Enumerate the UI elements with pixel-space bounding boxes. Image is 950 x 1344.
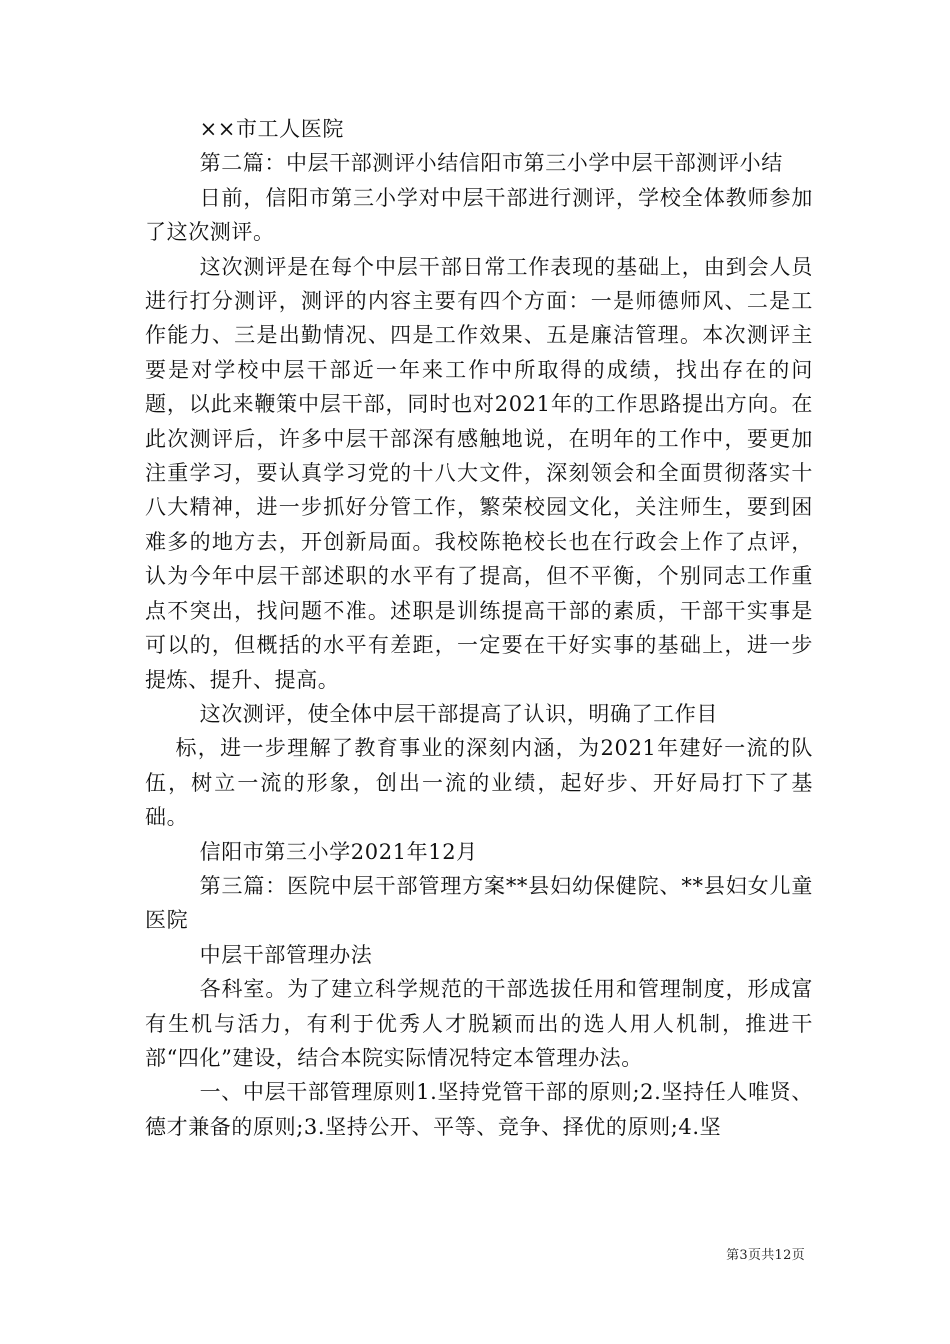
- paragraph-section-two-title: 第二篇：中层干部测评小结信阳市第三小学中层干部测评小结: [199, 151, 783, 176]
- paragraph-management-principles: 一、中层干部管理原则1.坚持党管干部的原则;2.坚持任人唯贤、德才兼备的原则;3.坚持公开、平等、竞争、择优的原则;4.坚: [145, 1080, 813, 1139]
- page-number-footer: 第3页共12页: [726, 1248, 805, 1263]
- paragraph-intro: 日前，信阳市第三小学对中层干部进行测评，学校全体教师参加了这次测评。: [145, 185, 813, 245]
- document-body: [145, 112, 813, 1144]
- paragraph-evaluation-content: 这次测评是在每个中层干部日常工作表现的基础上，由到会人员进行打分测评，测评的内容主要有四个方面：一是师德师风、二是工作能力、三是出勤情况、四是工作效果、五是廉洁管理。本次测评主要是对学校中层干部近一年来工作中所取得的成绩，找出存在的问题，以此来鞭策中层干部，同时也对2021年的工作思路提出方向。在此次测评后，许多中层干部深有感触地说，在明年的工作中，要更加注重学习，要认真学习党的十八大文件，深刻领会和全面贯彻落实十八大精神，进一步抓好分管工作，繁荣校园文化，关注师生，要到困难多的地方去，开创新局面。我校陈艳校长也在行政会上作了点评，认为今年中层干部述职的水平有了提高，但不平衡，个别同志工作重点不突出，找问题不准。述职是训练提高干部的素质，干部干实事是可以的，但概括的水平有差距，一定要在干好实事的基础上，进一步提炼、提升、提高。: [145, 254, 813, 692]
- paragraph-management-purpose: 各科室。为了建立科学规范的干部选拔任用和管理制度，形成富有生机与活力，有利于优秀人才脱颖而出的选人用人机制，推进干部“四化”建设，结合本院实际情况特定本管理办法。: [145, 977, 813, 1070]
- paragraph-section-three-title: 第三篇：医院中层干部管理方案**县妇幼保健院、**县妇女儿童医院: [145, 873, 813, 933]
- paragraph-evaluation-result-continued: 标，进一步理解了教育事业的深刻内涵，为2021年建好一流的队伍，树立一流的形象，创出一流的业绩，起好步、开好局打下了基础。: [145, 736, 813, 830]
- paragraph-evaluation-result-start: 这次测评，使全体中层干部提高了认识，明确了工作目: [199, 701, 718, 726]
- paragraph-hospital-name: ××市工人医院: [199, 117, 344, 141]
- paragraph-school-signature: 信阳市第三小学2021年12月: [199, 839, 478, 864]
- paragraph-management-method-title: 中层干部管理办法: [199, 942, 373, 967]
